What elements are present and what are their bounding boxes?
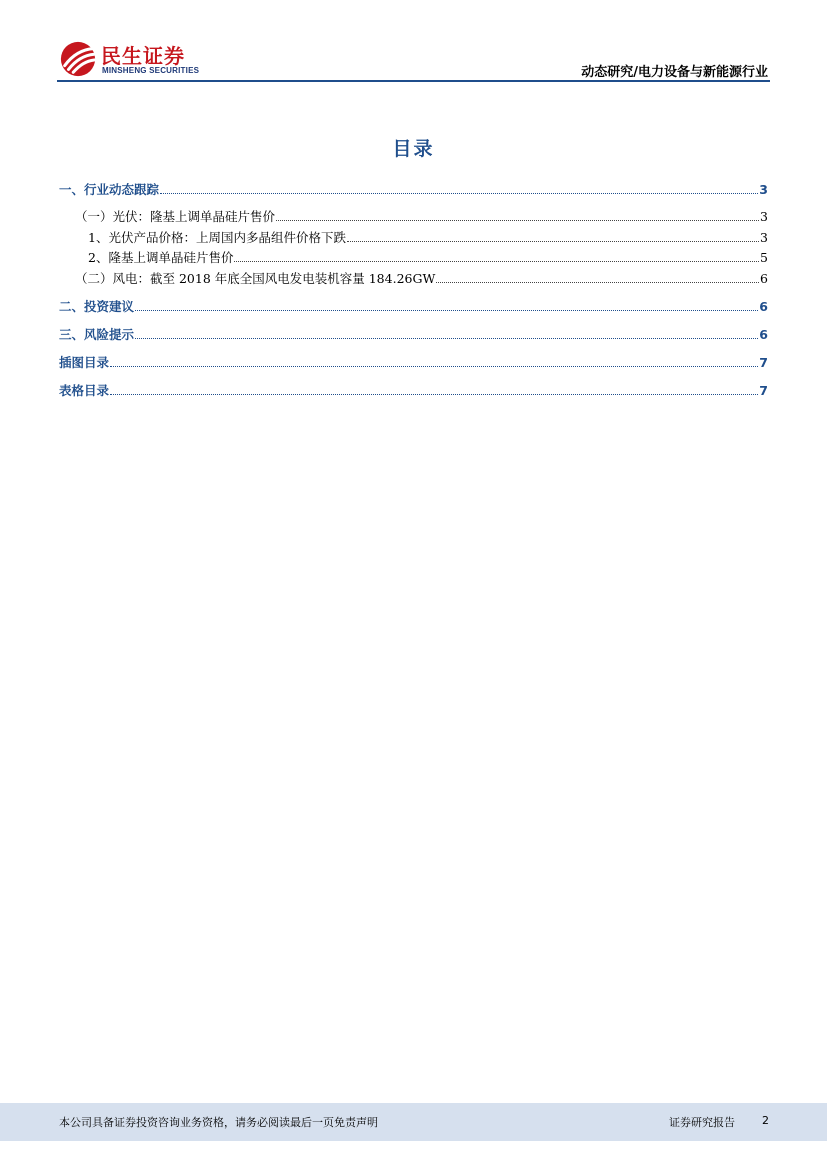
toc-entry-photovoltaic[interactable] [75,207,768,225]
minsheng-logo-icon [59,40,97,78]
page-footer [0,1103,827,1141]
toc-entry-table-index[interactable] [59,381,768,399]
toc-entry-investment-advice[interactable] [59,297,768,315]
toc-entry-label: 一、行业动态跟踪 [59,182,160,197]
report-category: 动态研究/电力设备与新能源行业 [581,65,768,80]
toc-leader-dots [160,193,758,194]
toc-entry-page: 6 [759,299,768,314]
toc-leader-dots [135,338,758,339]
toc-entry-label: 二、投资建议 [59,299,135,314]
toc-entry-page: 5 [760,250,768,265]
toc-entry-page: 3 [759,182,768,197]
toc-entry-page: 3 [760,230,768,245]
footer-report-type: 证券研究报告 [669,1116,735,1129]
toc-entry-label: 表格目录 [59,383,110,398]
toc-title: 目录 [392,138,435,160]
logo-chinese-name: 民生证券 [101,44,185,68]
toc-leader-dots [276,220,759,221]
logo-english-name: MINSHENG SECURITIES [102,66,200,75]
toc-entry-page: 7 [759,355,768,370]
toc-entry-page: 6 [760,271,768,286]
toc-entry-risk-warning[interactable] [59,325,768,343]
toc-entry-wind-power[interactable] [75,269,768,287]
toc-leader-dots [135,310,758,311]
toc-entry-label: （二）风电：截至 2018 年底全国风电发电装机容量 184.26GW [75,271,436,286]
page-header [57,36,770,82]
toc-leader-dots [110,366,758,367]
toc-entry-label: 三、风险提示 [59,327,135,342]
toc-entry-page: 3 [760,209,768,224]
toc-entry-page: 6 [759,327,768,342]
toc-entry-pv-prices[interactable] [88,228,768,246]
toc-entry-label: 2、隆基上调单晶硅片售价 [88,250,234,265]
toc-entry-label: 1、光伏产品价格：上周国内多晶组件价格下跌 [88,230,346,245]
toc-entry-page: 7 [759,383,768,398]
header-divider [57,80,770,82]
toc-entry-longi-wafer[interactable] [88,248,768,266]
toc-leader-dots [234,261,759,262]
toc-leader-dots [436,282,759,283]
toc-entry-industry-tracking[interactable] [59,180,768,198]
footer-page-number: 2 [762,1114,769,1127]
toc-leader-dots [110,394,758,395]
toc-entry-label: 插图目录 [59,355,110,370]
toc-entry-figure-index[interactable] [59,353,768,371]
toc-leader-dots [347,241,759,242]
footer-disclaimer: 本公司具备证券投资咨询业务资格，请务必阅读最后一页免责声明 [59,1116,378,1129]
toc-entry-label: （一）光伏：隆基上调单晶硅片售价 [75,209,276,224]
company-logo [57,36,217,80]
